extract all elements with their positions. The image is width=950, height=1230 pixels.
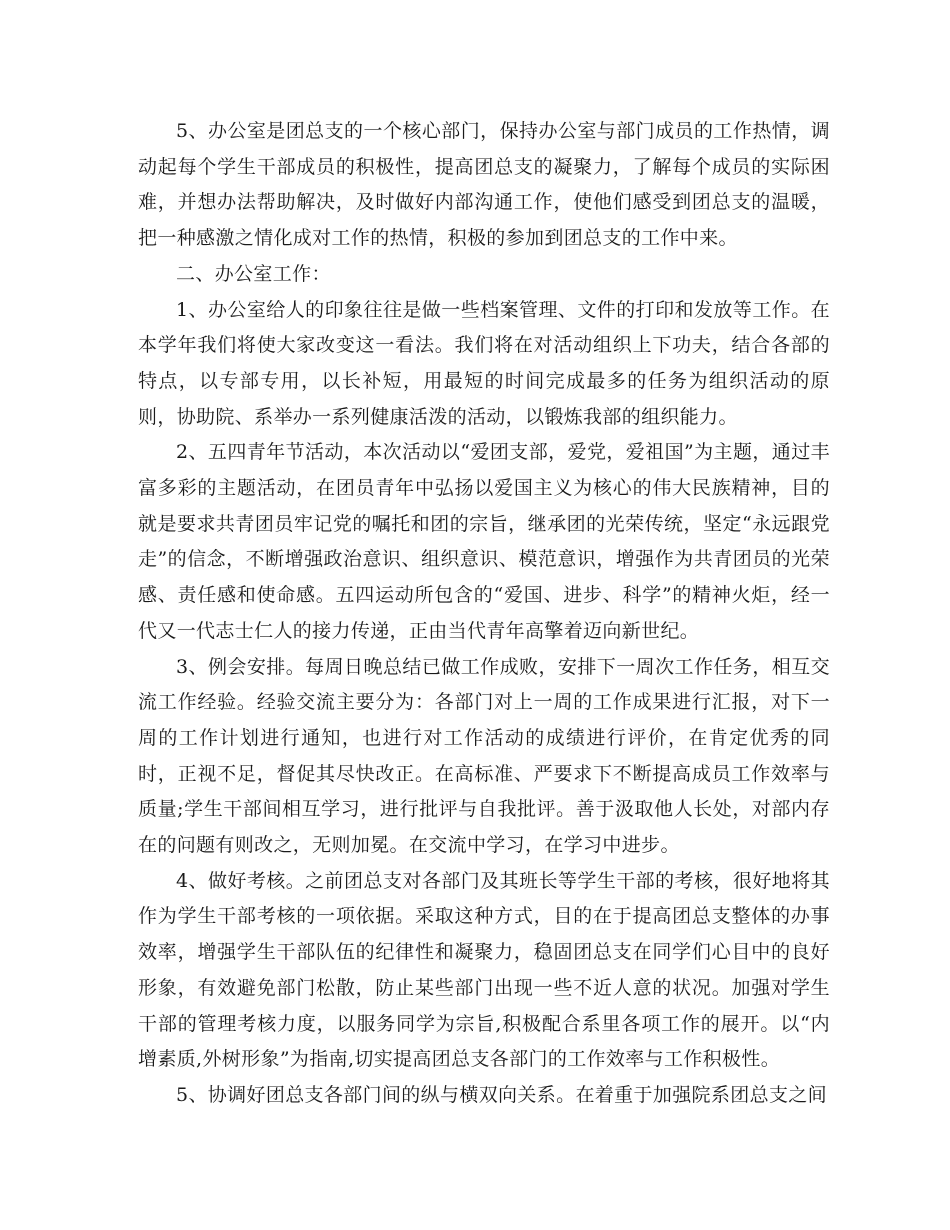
paragraph-assessment: 4、做好考核。之前团总支对各部门及其班长等学生干部的考核，很好地将其作为学生干部考核的一项依据。采取这种方式，目的在于提高团总支整体的办事效率，增强学生干部队伍的纪律性和凝聚力，稳固团总支在同学们心目中的良好形象，有效避免部门松散，防止某些部门出现一些不近人意的状况。加强对学生干部的管理考核力度，以服务同学为宗旨,积极配合系里各项工作的展开。以“内增素质,外树形象”为指南,切实提高团总支各部门的工作效率与工作积极性。 xyxy=(138,869,830,1071)
paragraph-weekly-meeting: 3、例会安排。每周日晚总结已做工作成败，安排下一周次工作任务，相互交流工作经验。经验交流主要分为：各部门对上一周的工作成果进行汇报，对下一周的工作计划进行通知，也进行对工作活动的成绩进行评价，在肯定优秀的同时，正视不足，督促其尽快改正。在高标准、严要求下不断提高成员工作效率与质量;学生干部间相互学习，进行批评与自我批评。善于汲取他人长处，对部内存在的问题有则改之，无则加冕。在交流中学习，在学习中进步。 xyxy=(138,655,830,857)
paragraph-office-impression: 1、办公室给人的印象往往是做一些档案管理、文件的打印和发放等工作。在本学年我们将使大家改变这一看法。我们将在对活动组织上下功夫，结合各部的特点，以专部专用，以长补短，用最短的时间完成最多的任务为组织活动的原则，协助院、系举办一系列健康活泼的活动，以锻炼我部的组织能力。 xyxy=(138,298,830,428)
paragraph-office-core: 5、办公室是团总支的一个核心部门，保持办公室与部门成员的工作热情，调动起每个学生干部成员的积极性，提高团总支的凝聚力，了解每个成员的实际困难，并想办法帮助解决，及时做好内部沟通工作，使他们感受到团总支的温暖，把一种感激之情化成对工作的热情，积极的参加到团总支的工作中来。 xyxy=(138,120,830,250)
document-body xyxy=(138,114,830,1114)
paragraph-may-fourth: 2、五四青年节活动，本次活动以“爱团支部，爱党，爱祖国”为主题，通过丰富多彩的主题活动，在团员青年中弘扬以爱国主义为核心的伟大民族精神，目的就是要求共青团员牢记党的嘱托和团的宗旨，继承团的光荣传统，坚定“永远跟党走”的信念，不断增强政治意识、组织意识、模范意识，增强作为共青团员的光荣感、责任感和使命感。五四运动所包含的“爱国、进步、科学”的精神火炬，经一代又一代志士仁人的接力传递，正由当代青年高擎着迈向新世纪。 xyxy=(138,441,830,642)
paragraph-coordination: 5、协调好团总支各部门间的纵与横双向关系。在着重于加强院系团总支之间 xyxy=(176,1083,827,1106)
section-heading-office-work: 二、办公室工作： xyxy=(176,262,331,285)
